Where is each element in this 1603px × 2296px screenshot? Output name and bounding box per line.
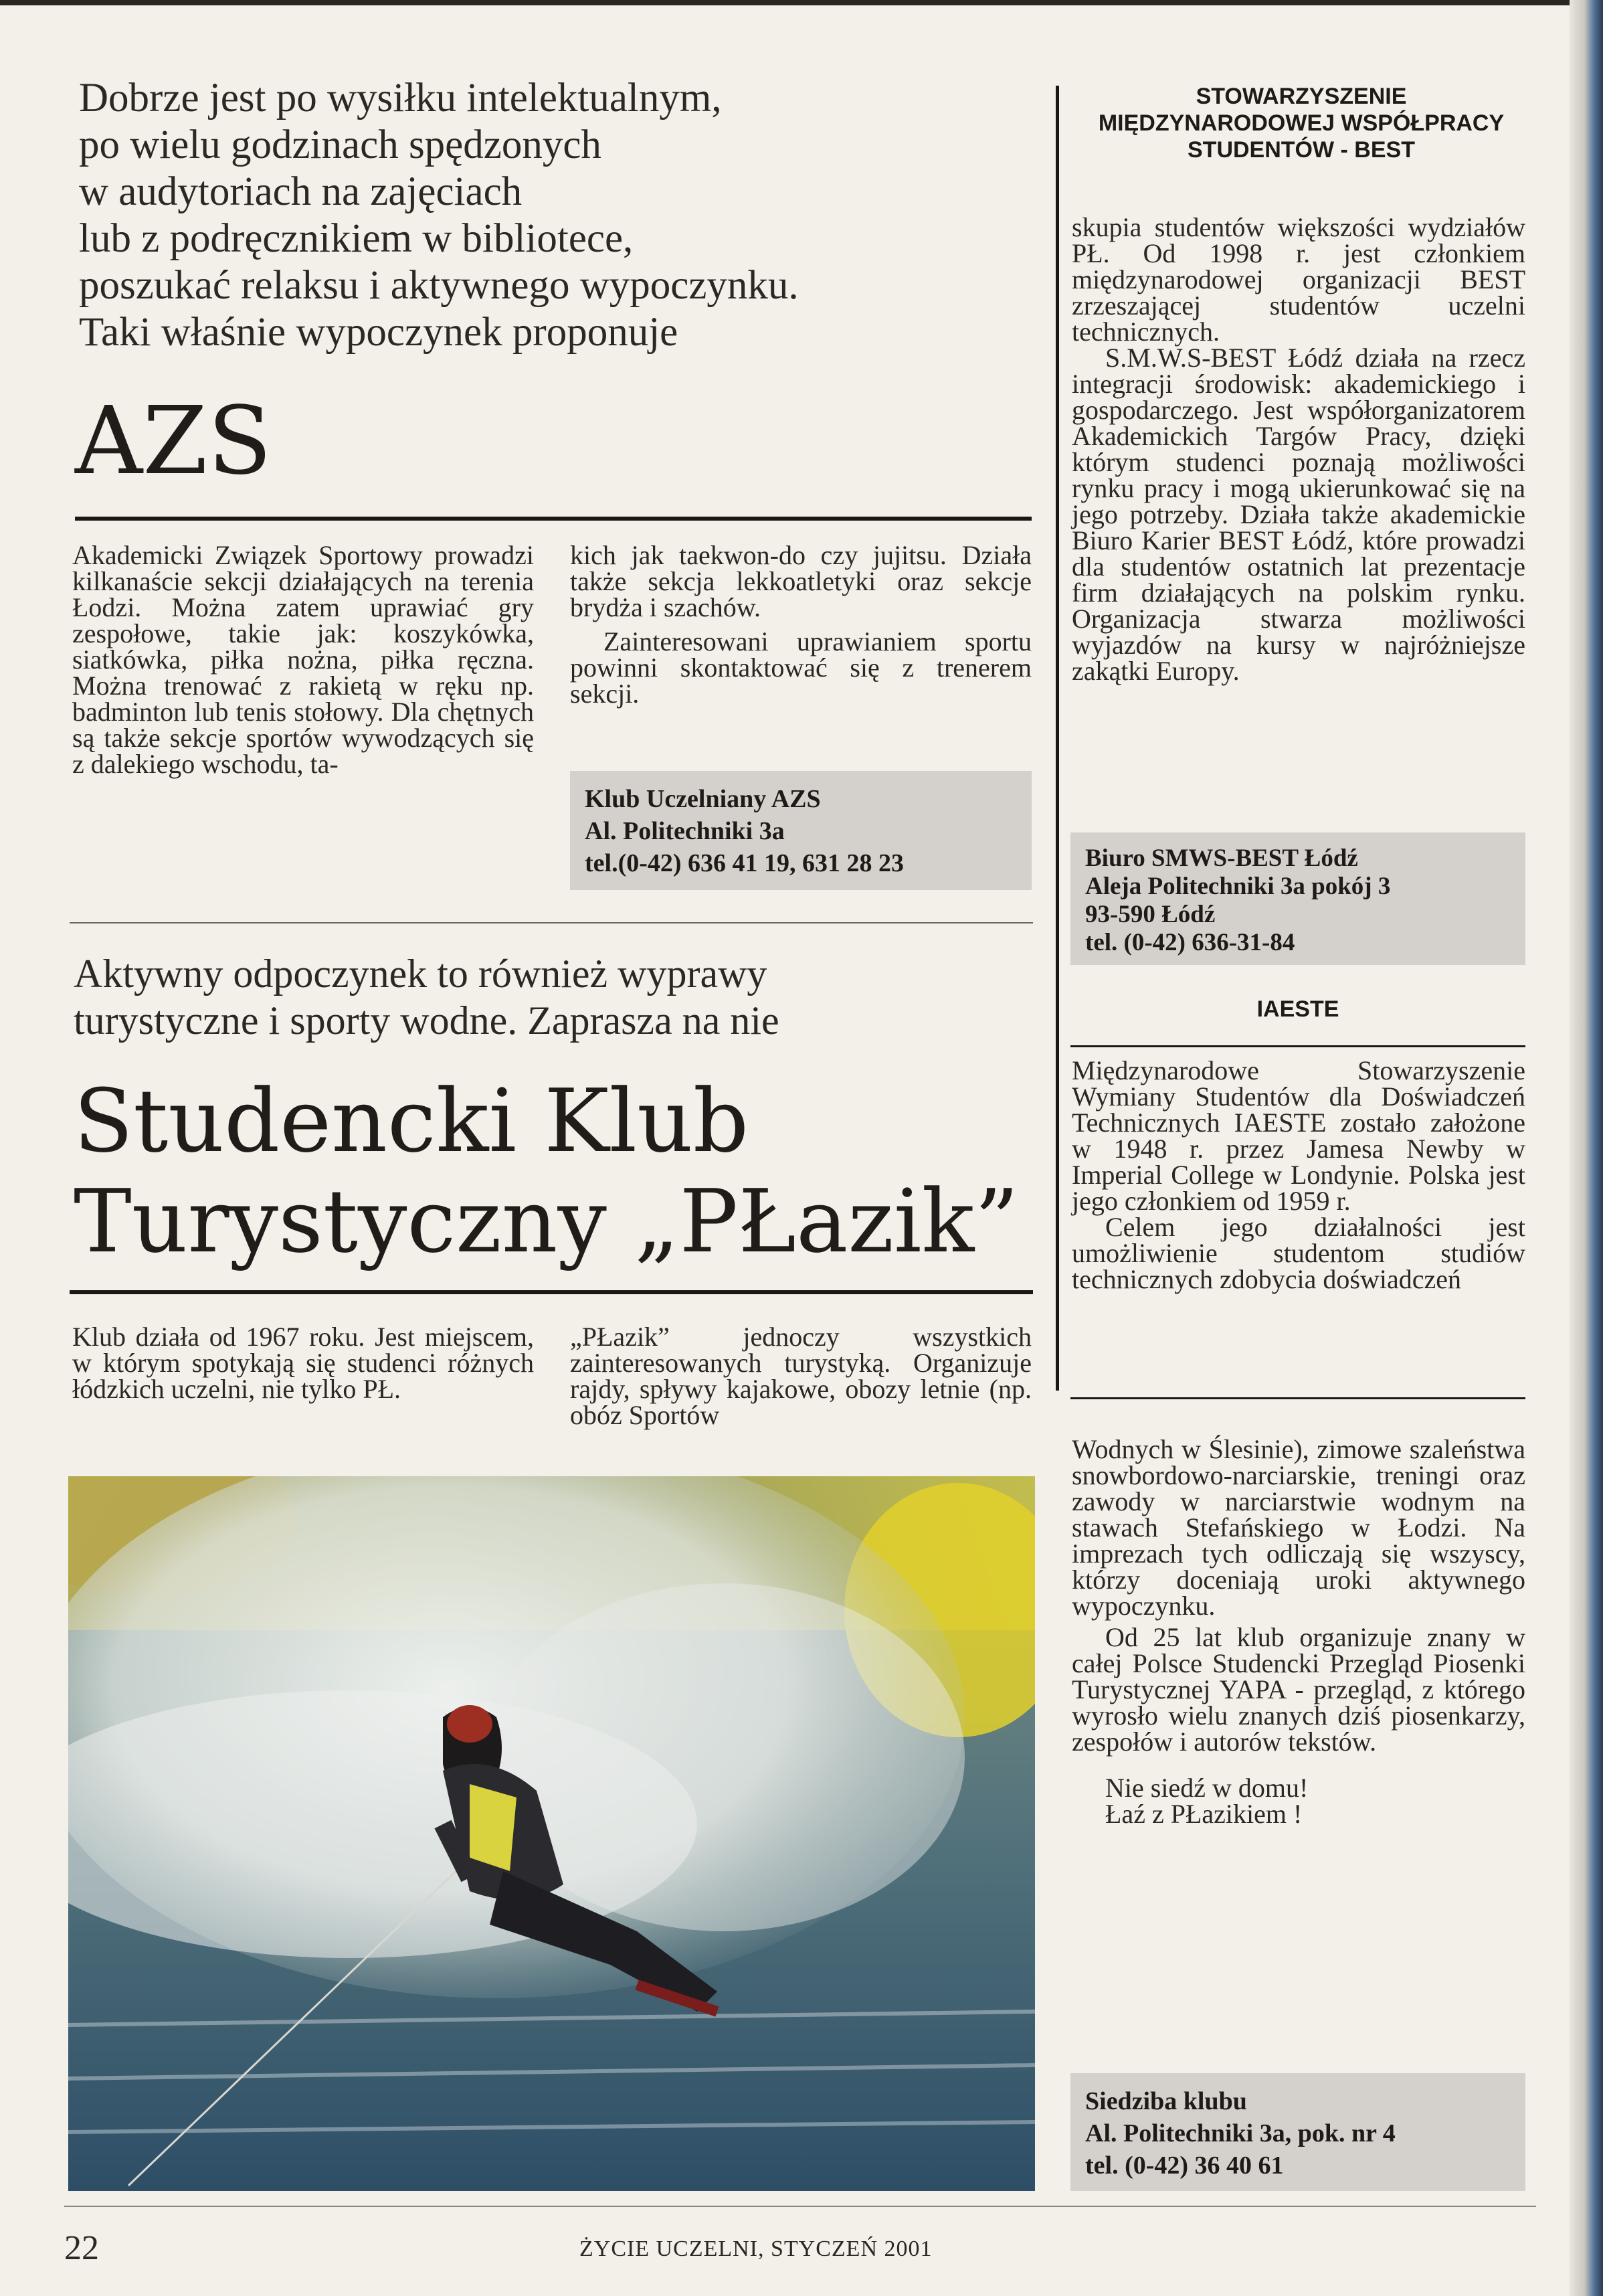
contact-line: 93-590 Łódź — [1085, 901, 1216, 928]
azs-contact-box — [570, 771, 1032, 890]
plazik-closing-line: Łaź z PŁazikiem ! — [1105, 1799, 1303, 1829]
plazik-title-rule — [70, 1290, 1033, 1294]
section-divider — [70, 922, 1033, 923]
page-number: 22 — [64, 2229, 99, 2267]
best-heading-line: STOWARZYSZENIE — [1196, 84, 1407, 109]
top-edge — [0, 0, 1603, 5]
intro-paragraph — [79, 75, 1016, 356]
best-paragraph: S.M.W.S-BEST Łódź działa na rzecz integracji środowisk: akademickiego i gospodarczego. Jest współorganizatorem Akademickich Targów Pracy, dzięki którym studenci poznają możliwości rynku pracy i mogą ukierunkować się na jego potrzeby. Działa także akademickie Biuro Karier BEST Łódź, które prowadzi dla studentów ostatnich lat prezentacje firm działających na polskim rynku. Organizacja stwarza możliwości wyjazdów na kursy w najróżniejsze zakątki Europy. — [1072, 343, 1525, 686]
waterskier-photo-illustration — [68, 1476, 1035, 2191]
plazik-column-2: „PŁazik” jednoczy wszystkich zainteresowanych turystyką. Organizuje rajdy, spływy kajakowe, obozy letnie (np. obóz Sportów — [570, 1322, 1032, 1430]
waterskier-photo — [68, 1476, 1035, 2191]
iaeste-paragraph: Międzynarodowe Stowarzyszenie Wymiany Studentów dla Doświadczeń Technicznych IAESTE zostało założone w 1948 r. przez Jamesa Newby w Imperial College w Londynie. Polska jest jego członkiem od 1959 r. — [1072, 1055, 1525, 1216]
azs-column-1: Akademicki Związek Sportowy prowadzi kilkanaście sekcji działających na terenia Łodzi. Można zatem uprawiać gry zespołowe, takie jak: koszykówka, siatkówka, piłka nożna, piłka ręczna. Można trenować z rakietą w ręku np. badminton lub tenis stołowy. Dla chętnych są także sekcje sportów wywodzących się z dalekiego wschodu, ta- — [72, 540, 534, 779]
azs-column-2-paragraph: kich jak taekwon-do czy jujitsu. Działa także sekcja lekkoatletyki oraz sekcje brydża i szachów. — [570, 540, 1032, 622]
plazik-lead-line: turystyczne i sporty wodne. Zaprasza na nie — [74, 998, 779, 1043]
azs-title: AZS — [75, 387, 272, 496]
plazik-lead-line: Aktywny odpoczynek to również wyprawy — [74, 952, 767, 996]
best-heading-line: MIĘDZYNARODOWEJ WSPÓŁPRACY — [1098, 110, 1505, 136]
plazik-title-line: Studencki Klub — [74, 1070, 749, 1172]
plazik-contact-box — [1070, 2073, 1525, 2191]
plazik-paragraph: Wodnych w Ślesinie), zimowe szaleństwa snowbordowo-narciarskie, treningi oraz zawody w narciarstwie wodnym na stawach Stefańskiego w Łodzi. Na imprezach tych odliczają się wszyscy, którzy doceniają uroki aktywnego wypoczynku. — [1072, 1434, 1525, 1621]
publication-title: ŻYCIE UCZELNI, STYCZEŃ 2001 — [579, 2236, 933, 2261]
contact-line: Biuro SMWS-BEST Łódź — [1085, 845, 1358, 872]
best-body — [1072, 214, 1525, 684]
best-paragraph: skupia studentów większości wydziałów PŁ. Od 1998 r. jest członkiem międzynarodowej organizacji BEST zrzeszającej studentów uczelni technicznych. — [1072, 212, 1525, 347]
contact-line: tel. (0-42) 636-31-84 — [1085, 929, 1295, 956]
intro-line: Taki właśnie wypoczynek proponuje — [79, 310, 678, 355]
iaeste-end-rule — [1070, 1397, 1525, 1399]
plazik-title-line: Turystyczny „PŁazik” — [74, 1170, 1019, 1272]
contact-line: Al. Politechniki 3a, pok. nr 4 — [1085, 2119, 1396, 2147]
iaeste-body — [1072, 1057, 1525, 1292]
best-contact-box — [1070, 832, 1525, 965]
iaeste-paragraph: Celem jego działalności jest umożliwienie studentom studiów technicznych zdobycia doświadczeń — [1072, 1212, 1525, 1294]
iaeste-rule — [1070, 1045, 1525, 1047]
plazik-closing-line: Nie siedź w domu! — [1105, 1773, 1309, 1803]
intro-line: w audytoriach na zajęciach — [79, 169, 523, 214]
column-divider — [1056, 86, 1059, 1391]
intro-line: po wielu godzinach spędzonych — [79, 122, 601, 167]
plazik-paragraph: Od 25 lat klub organizuje znany w całej Polsce Studencki Przegląd Piosenki Turystycznej YAPA - przegląd, z którego wyrosło wielu znanych dziś piosenkarzy, zespołów i autorów tekstów. — [1072, 1622, 1525, 1757]
azs-column-2 — [570, 542, 1032, 707]
page-binding-edge — [1570, 0, 1603, 2296]
plazik-lead — [74, 950, 779, 1044]
iaeste-heading: IAESTE — [1256, 996, 1339, 1022]
intro-line: Dobrze jest po wysiłku intelektualnym, — [79, 76, 722, 120]
best-heading-line: STUDENTÓW - BEST — [1188, 137, 1415, 163]
intro-line: poszukać relaksu i aktywnego wypoczynku. — [79, 263, 799, 308]
contact-line: Klub Uczelniany AZS — [585, 785, 821, 813]
contact-line: Al. Politechniki 3a — [585, 817, 785, 845]
contact-line: Aleja Politechniki 3a pokój 3 — [1085, 873, 1391, 900]
contact-line: tel. (0-42) 36 40 61 — [1085, 2151, 1284, 2180]
azs-title-rule — [75, 517, 1032, 521]
plazik-column-1: Klub działa od 1967 roku. Jest miejscem, w którym spotykają się studenci różnych łódzkich uczelni, nie tylko PŁ. — [72, 1322, 534, 1404]
intro-line: lub z podręcznikiem w bibliotece, — [79, 216, 634, 261]
plazik-continuation — [1072, 1436, 1525, 1827]
plazik-title — [74, 1071, 1019, 1271]
footer-rule — [64, 2206, 1536, 2207]
contact-line: Siedziba klubu — [1085, 2087, 1247, 2115]
contact-line: tel.(0-42) 636 41 19, 631 28 23 — [585, 849, 905, 877]
best-heading — [1070, 83, 1532, 163]
azs-column-2-paragraph: Zainteresowani uprawianiem sportu powinni skontaktować się z trenerem sekcji. — [570, 626, 1032, 709]
